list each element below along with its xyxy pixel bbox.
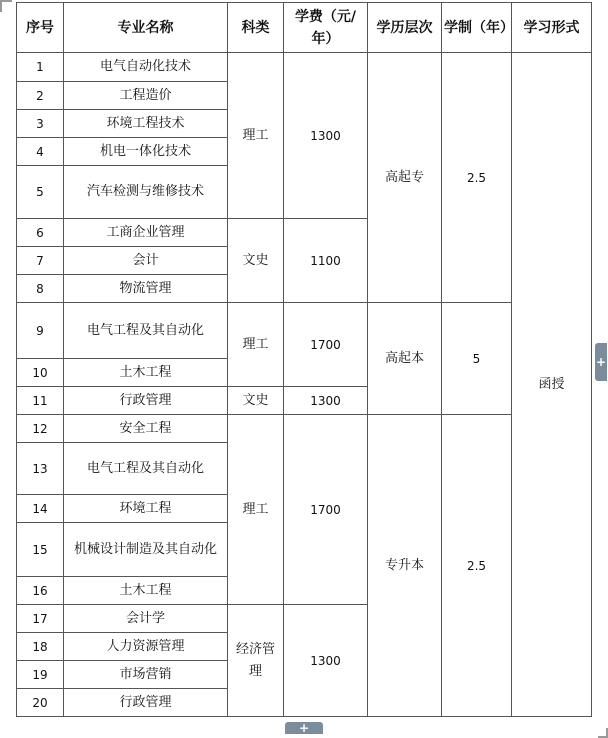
row-index: 7 xyxy=(17,247,64,275)
duration-cell: 5 xyxy=(442,303,512,415)
table-row xyxy=(17,303,592,359)
row-major: 电气工程及其自动化 xyxy=(64,303,228,359)
category-cell: 理工 xyxy=(228,53,284,219)
category-cell: 理工 xyxy=(228,415,284,605)
row-index: 1 xyxy=(17,53,64,82)
row-index: 20 xyxy=(17,689,64,717)
row-index: 18 xyxy=(17,633,64,661)
row-major: 市场营销 xyxy=(64,661,228,689)
program-table-wrapper xyxy=(16,2,592,717)
row-index: 5 xyxy=(17,166,64,219)
row-major: 环境工程技术 xyxy=(64,110,228,138)
row-index: 12 xyxy=(17,415,64,443)
level-cell: 高起本 xyxy=(368,303,442,415)
row-major: 土木工程 xyxy=(64,359,228,387)
row-index: 17 xyxy=(17,605,64,633)
header-fee: 学费（元/年） xyxy=(284,3,368,53)
row-index: 14 xyxy=(17,495,64,523)
row-major: 安全工程 xyxy=(64,415,228,443)
row-major: 行政管理 xyxy=(64,689,228,717)
row-index: 19 xyxy=(17,661,64,689)
row-index: 8 xyxy=(17,275,64,303)
row-major: 会计学 xyxy=(64,605,228,633)
header-category: 科类 xyxy=(228,3,284,53)
row-index: 13 xyxy=(17,443,64,495)
row-index: 4 xyxy=(17,138,64,166)
table-row xyxy=(17,415,592,443)
header-mode: 学习形式 xyxy=(512,3,592,53)
row-index: 9 xyxy=(17,303,64,359)
fee-cell: 1700 xyxy=(284,303,368,387)
row-index: 15 xyxy=(17,523,64,577)
row-major: 机械设计制造及其自动化 xyxy=(64,523,228,577)
program-table xyxy=(16,2,592,717)
level-cell: 专升本 xyxy=(368,415,442,717)
category-cell: 文史 xyxy=(228,219,284,303)
category-cell: 文史 xyxy=(228,387,284,415)
table-row xyxy=(17,53,592,82)
fee-cell: 1300 xyxy=(284,605,368,717)
row-major: 汽车检测与维修技术 xyxy=(64,166,228,219)
add-column-handle[interactable]: + xyxy=(595,343,607,381)
header-level: 学历层次 xyxy=(368,3,442,53)
row-index: 3 xyxy=(17,110,64,138)
row-major: 土木工程 xyxy=(64,577,228,605)
table-header-row xyxy=(17,3,592,53)
fee-cell: 1300 xyxy=(284,53,368,219)
level-cell: 高起专 xyxy=(368,53,442,303)
category-cell: 经济管理 xyxy=(228,605,284,717)
row-major: 电气工程及其自动化 xyxy=(64,443,228,495)
fee-cell: 1300 xyxy=(284,387,368,415)
row-major: 环境工程 xyxy=(64,495,228,523)
header-major: 专业名称 xyxy=(64,3,228,53)
row-major: 工程造价 xyxy=(64,82,228,110)
duration-cell: 2.5 xyxy=(442,53,512,303)
row-index: 16 xyxy=(17,577,64,605)
row-major: 行政管理 xyxy=(64,387,228,415)
category-cell: 理工 xyxy=(228,303,284,387)
row-major: 工商企业管理 xyxy=(64,219,228,247)
header-duration: 学制（年） xyxy=(442,3,512,53)
duration-cell: 2.5 xyxy=(442,415,512,717)
row-major: 电气自动化技术 xyxy=(64,53,228,82)
row-major: 机电一体化技术 xyxy=(64,138,228,166)
mode-cell: 函授 xyxy=(512,53,592,717)
row-index: 11 xyxy=(17,387,64,415)
row-index: 2 xyxy=(17,82,64,110)
fee-cell: 1100 xyxy=(284,219,368,303)
table-resize-handle[interactable] xyxy=(598,728,608,738)
row-major: 会计 xyxy=(64,247,228,275)
row-index: 10 xyxy=(17,359,64,387)
header-index: 序号 xyxy=(17,3,64,53)
row-major: 人力资源管理 xyxy=(64,633,228,661)
fee-cell: 1700 xyxy=(284,415,368,605)
row-major: 物流管理 xyxy=(64,275,228,303)
table-corner-handle[interactable] xyxy=(0,0,12,12)
add-row-handle[interactable]: + xyxy=(285,722,323,734)
row-index: 6 xyxy=(17,219,64,247)
